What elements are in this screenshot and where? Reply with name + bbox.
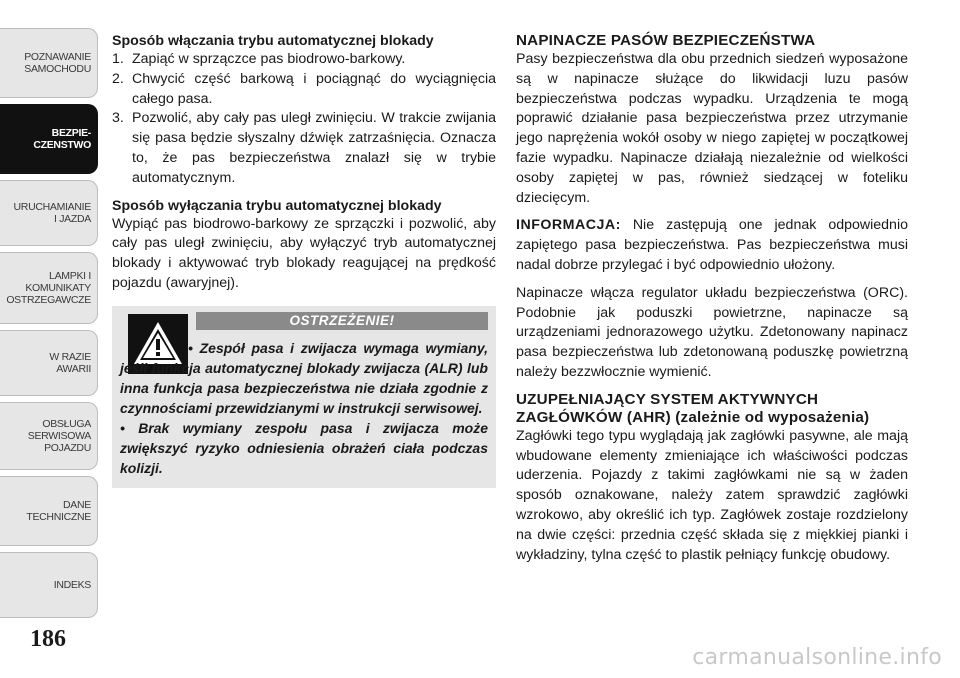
ahr-heading-main: UZUPEŁNIAJĄCY SYSTEM AKTYWNYCH ZAGŁÓWKÓW (AHR) bbox=[516, 390, 819, 426]
auto-lock-off-heading: Sposób wyłączania trybu automatycznej blokady bbox=[112, 197, 442, 214]
warning-item-2: • Brak wymiany zespołu pasa i zwijacza może zwiększyć ryzyko odniesienia obrażeń ciała podczas kolizji. bbox=[120, 419, 488, 476]
tab-uruchamianie-i-jazda[interactable] bbox=[0, 180, 98, 246]
info-label: INFORMACJA: bbox=[516, 217, 621, 234]
tab-bezpieczenstwo[interactable] bbox=[0, 104, 98, 174]
info-text: Nie zastępują one jednak odpowiednio zapiętego pasa bezpieczeństwa. Pas bezpieczeństwa musi nadal dobrze przylegać i być odpowiednio ułożony. bbox=[516, 217, 908, 273]
warning-title: OSTRZEŻENIE! bbox=[196, 312, 488, 330]
step-text: Chwycić część barkową i pociągnąć do wyciągnięcia całego pasa. bbox=[132, 70, 496, 107]
auto-lock-heading: Sposób włączania trybu automatycznej blokady bbox=[112, 33, 434, 49]
ahr-text: Zagłówki tego typu wyglądają jak zagłówki pasywne, ale mają wbudowane elementy zmieniające ich właściwości podczas uderzenia. Pojazdy z takimi zagłówkami nie są w żaden sposób oznakowane, należy zatem sprawdzić zagłówki wzrokowo, aby określić ich typ. Zagłówek zostaje rozdzielony na dwie części: przednia część składa się z miękkiej pianki i wykładziny, tylna część to plastik pełniący funkcję obudowy. bbox=[516, 427, 908, 563]
tab-label: SAMOCHODU bbox=[24, 63, 91, 75]
step-number: 1. bbox=[112, 51, 124, 67]
tab-label: CZENSTWO bbox=[33, 139, 91, 151]
ahr-heading-sub: (zależnie od wyposażenia) bbox=[675, 408, 870, 426]
step-text: Zapiąć w sprzączce pas biodrowo-barkowy. bbox=[132, 51, 406, 67]
list-item bbox=[112, 70, 496, 110]
page-number: 186 bbox=[30, 626, 66, 652]
tab-poznawanie-samochodu[interactable] bbox=[0, 28, 98, 98]
pretensioner-text: Pasy bezpieczeństwa dla obu przednich siedzeń wyposażone są w napinacze służące do likwidacji luzu pasów bezpieczeństwa podczas wypadku. Urządzenia te mogą poprawić działanie pasa bezpieczeństwa przez utrzymanie jego naprężenia wokół osoby w niego zapiętej w początkowej fazie wypadku. Napinacze działają niezależnie od wielkości osoby zapiętej w pas, również siedzącej w foteliku dziecięcym. bbox=[516, 51, 908, 206]
tab-w-razie-awarii[interactable] bbox=[0, 330, 98, 396]
list-item bbox=[112, 50, 496, 70]
ahr-heading bbox=[516, 391, 908, 427]
step-number: 2. bbox=[112, 70, 124, 87]
tab-label: URUCHAMIANIE bbox=[13, 201, 91, 213]
warning-item-1: • Zespół pasa i zwijacza wymaga wymiany, jeśli funkcja automatycznej blokady zwijacza (ALR) lub inna funkcja pasa bezpieczeństwa nie działa zgodnie z czynnościami przewidzianymi w instrukcji serwisowej. bbox=[120, 339, 488, 416]
auto-lock-steps bbox=[112, 50, 496, 189]
tab-obsluga-serwisowa[interactable] bbox=[0, 402, 98, 470]
tab-label: OSTRZEGAWCZE bbox=[6, 294, 91, 306]
tab-label: OBSŁUGA bbox=[42, 418, 91, 430]
tab-label: LAMPKI I bbox=[49, 270, 91, 282]
auto-lock-off-text: Wypiąć pas biodrowo-barkowy ze sprzączki i pozwolić, aby cały pas uległ zwinięciu, aby wyłączyć tryb automatycznej blokady i aktywować tryb blokady reagującej na prędkość pojazdu (awaryjnej). bbox=[112, 215, 496, 291]
step-number: 3. bbox=[112, 110, 124, 127]
tab-label: AWARII bbox=[56, 363, 91, 375]
tab-label: SERWISOWA bbox=[27, 430, 91, 442]
list-item bbox=[112, 109, 496, 188]
watermark: carmanualsonline.info bbox=[692, 645, 942, 670]
right-column bbox=[516, 32, 908, 565]
pretensioner-heading: NAPINACZE PASÓW BEZPIECZEŃSTWA bbox=[516, 32, 816, 49]
tab-label: KOMUNIKATY bbox=[25, 282, 91, 294]
tab-label: POJAZDU bbox=[44, 442, 91, 454]
tab-lampki-i-komunikaty[interactable] bbox=[0, 252, 98, 324]
tab-label: INDEKS bbox=[53, 579, 91, 591]
info-paragraph bbox=[516, 216, 908, 275]
left-column bbox=[112, 32, 496, 488]
tab-label: POZNAWANIE bbox=[24, 51, 91, 63]
warning-box bbox=[112, 306, 496, 488]
orc-text: Napinacze włącza regulator układu bezpieczeństwa (ORC). Podobnie jak poduszki powietrzne, napinacze są urządzeniami jednorazowego użytku. Zdetonowany napinacz pasa bezpieczeństwa lub zdetonowaną poduszkę powietrzną należy bezzwłocznie wymienić. bbox=[516, 284, 908, 380]
step-text: Pozwolić, aby cały pas uległ zwinięciu. W trakcie zwijania się pasa będzie słyszalny dźwięk zatrzaśnięcia. Oznacza to, że pas bezpieczeństwa znalazł się w trybie automatycznym. bbox=[132, 110, 496, 186]
tab-label: TECHNICZNE bbox=[26, 511, 91, 523]
tab-indeks[interactable] bbox=[0, 552, 98, 618]
tab-label: W RAZIE bbox=[49, 351, 91, 363]
tab-dane-techniczne[interactable] bbox=[0, 476, 98, 546]
tab-label: I JAZDA bbox=[54, 213, 91, 225]
tab-label: BEZPIE- bbox=[51, 127, 91, 139]
tab-label: DANE bbox=[63, 499, 91, 511]
